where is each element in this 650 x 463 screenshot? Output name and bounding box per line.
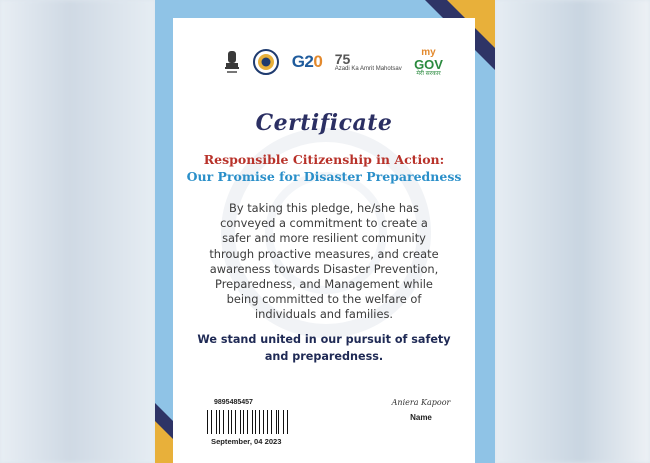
pledge-line: awareness towards Disaster Prevention, [209, 261, 439, 276]
pledge-line: through proactive measures, and create [209, 246, 439, 261]
barcode-bar [253, 410, 254, 434]
barcode-icon [207, 410, 291, 434]
mygov-logo [414, 48, 443, 77]
certificate-title: Certificate [255, 110, 393, 136]
barcode-bar [257, 410, 258, 434]
certificate-frame [155, 0, 495, 463]
logo-strip [223, 42, 443, 82]
barcode-bar [223, 410, 224, 434]
barcode-bar [231, 410, 232, 434]
barcode-bar [207, 410, 208, 434]
mygov-logo-my: my [421, 46, 436, 58]
closing-statement [189, 331, 459, 365]
barcode-bar [213, 410, 214, 434]
certificate-number: 9895485457 [214, 399, 253, 406]
g20-logo-text: G20 [291, 52, 323, 71]
pledge-line: Preparedness, and Management while [215, 277, 433, 292]
pledge-line: individuals and families. [254, 307, 394, 322]
blurred-background-right [495, 0, 650, 463]
barcode-bar [283, 410, 284, 434]
ndma-seal-icon [253, 49, 279, 75]
national-emblem-icon [223, 49, 241, 75]
signature: Aniera Kapoor [391, 398, 451, 407]
closing-line-2: and preparedness. [264, 350, 384, 363]
barcode-bar [289, 410, 290, 434]
pledge-line: By taking this pledge, he/she has [229, 201, 419, 215]
azadi-ka-amrit-mahotsav-logo [335, 52, 402, 72]
azadi-logo-text: Azadi Ka Amrit Mahotsav [334, 66, 402, 72]
blurred-background-left [0, 0, 155, 463]
barcode-bar [241, 410, 242, 434]
pledge-line: safer and more resilient community [222, 231, 426, 246]
barcode-bar [267, 410, 268, 434]
closing-line-1: We stand united in our pursuit of safety [197, 333, 451, 346]
barcode-bar [217, 410, 218, 434]
pledge-line: conveyed a commitment to create a [220, 216, 428, 231]
barcode-bar [278, 410, 279, 434]
certificate-subtitle-line-2: Our Promise for Disaster Preparedness [186, 169, 462, 184]
barcode-bar [273, 410, 274, 434]
barcode-bar [265, 410, 266, 434]
pledge-line: being committed to the welfare of [226, 292, 422, 307]
name-label: Name [410, 413, 432, 422]
national-emblem-logo [223, 49, 241, 75]
ndma-seal-logo [253, 49, 279, 75]
barcode-bar [235, 410, 236, 434]
azadi-logo-number: 75 [334, 51, 351, 67]
mygov-logo-hindi: मेरी सरकार [416, 70, 441, 77]
certificate-paper [173, 18, 475, 463]
certificate-subtitle-line-1: Responsible Citizenship in Action: [203, 152, 445, 167]
g20-logo [292, 52, 323, 72]
pledge-body-text [189, 201, 459, 323]
barcode-bar [247, 410, 248, 434]
mygov-logo-gov: GOV [414, 56, 443, 72]
issue-date: September, 04 2023 [211, 437, 282, 446]
